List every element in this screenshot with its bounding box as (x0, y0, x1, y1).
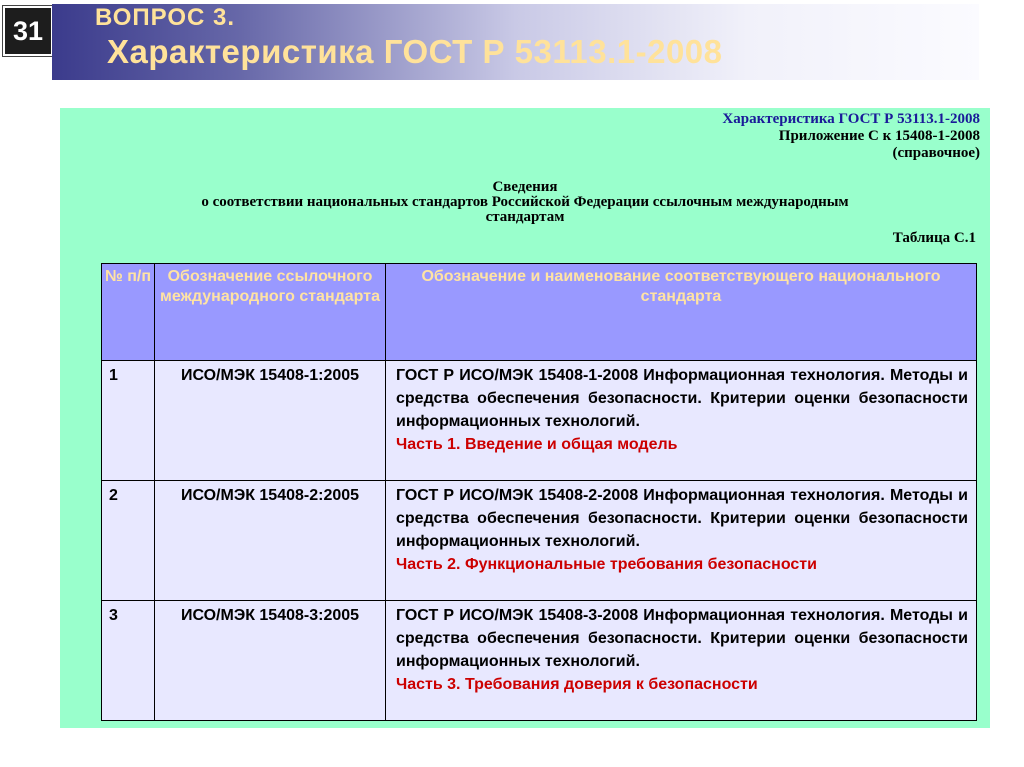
intro-line-3: стандартам (485, 209, 565, 225)
header-national-standard: Обозначение и наименование соответствующего национального стандарта (386, 264, 977, 361)
row-part: Часть 3. Требования доверия к безопасности (396, 676, 758, 693)
header-subtitle: ВОПРОС 3. (95, 4, 236, 31)
table-row (102, 601, 977, 721)
row-num: 3 (102, 601, 155, 721)
table-caption: Таблица С.1 (892, 230, 976, 246)
row-desc-text: ГОСТ Р ИСО/МЭК 15408-1-2008 Информационная технология. Методы и средства обеспечения безопасности. Критерии оценки безопасности информационных технологий. (396, 367, 968, 430)
header-intl-standard: Обозначение ссылочного международного стандарта (155, 264, 386, 361)
row-national-desc (386, 361, 977, 481)
standards-table (101, 263, 977, 721)
row-national-desc (386, 601, 977, 721)
row-desc-text: ГОСТ Р ИСО/МЭК 15408-3-2008 Информационная технология. Методы и средства обеспечения безопасности. Критерии оценки безопасности информационных технологий. (396, 607, 968, 670)
slide-number: 31 (3, 6, 53, 56)
row-intl-code: ИСО/МЭК 15408-1:2005 (155, 361, 386, 481)
reference-block (722, 111, 980, 162)
row-part: Часть 2. Функциональные требования безопасности (396, 556, 817, 573)
row-num: 2 (102, 481, 155, 601)
header-num: № п/п (102, 264, 155, 361)
row-intl-code: ИСО/МЭК 15408-3:2005 (155, 601, 386, 721)
table-row (102, 481, 977, 601)
row-national-desc (386, 481, 977, 601)
page-title: Характеристика ГОСТ Р 53113.1-2008 (107, 33, 723, 70)
row-desc-text: ГОСТ Р ИСО/МЭК 15408-2-2008 Информационная технология. Методы и средства обеспечения безопасности. Критерии оценки безопасности информационных технологий. (396, 487, 968, 550)
intro-line-2: о соответствии национальных стандартов Российской Федерации ссылочным международным (201, 194, 849, 210)
intro-text (60, 180, 990, 225)
row-num: 1 (102, 361, 155, 481)
table-header-row (102, 264, 977, 361)
intro-line-1: Сведения (492, 179, 558, 195)
row-intl-code: ИСО/МЭК 15408-2:2005 (155, 481, 386, 601)
row-part: Часть 1. Введение и общая модель (396, 436, 678, 453)
reference-note: (справочное) (892, 145, 980, 161)
reference-appendix: Приложение С к 15408-1-2008 (778, 128, 980, 144)
table-row (102, 361, 977, 481)
reference-title: Характеристика ГОСТ Р 53113.1-2008 (722, 111, 980, 127)
